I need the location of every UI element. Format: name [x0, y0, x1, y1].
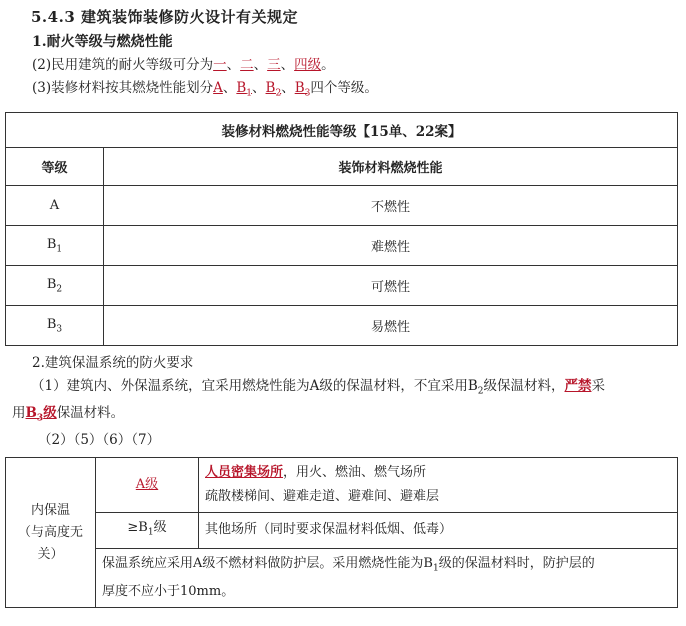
- level-2: 二: [240, 57, 254, 73]
- grade-b1-cell: $\ge B_1$级: [96, 513, 199, 549]
- insulation-paragraph: （1）建筑内、外保温系统，宜采用燃烧性能为A级的保温材料，不宜采用$B_2$级保温材料，严禁采 用$B_3$级保温材料。: [12, 378, 605, 424]
- header-grade: 等级: [6, 148, 104, 186]
- paragraph-material-grades: (3)装修材料按其燃烧性能划分A、$B_1$、$B_2$、$B_3$四个等级。: [32, 80, 378, 99]
- grade-b2: $B_2$: [265, 80, 282, 99]
- p1-prefix: (2)民用建筑的耐火等级可分为: [32, 57, 214, 73]
- performance-cell: 难燃性: [104, 226, 678, 266]
- grade-cell: $B_3$: [6, 306, 104, 346]
- insulation-title: 2.建筑保温系统的防火要求: [32, 355, 194, 371]
- grade-cell: $B_2$: [6, 266, 104, 306]
- performance-cell: 可燃性: [104, 266, 678, 306]
- grade-a-places: 人员密集场所，用火、燃油、燃气场所 疏散楼梯间、避难走道、避难间、避难层: [199, 458, 678, 513]
- level-1: 一: [213, 57, 227, 73]
- section-heading: 5.4.3 建筑装饰装修防火设计有关规定: [31, 8, 298, 26]
- p2-suffix: 四个等级。: [310, 80, 378, 96]
- p2-prefix: (3)装修材料按其燃烧性能划分: [32, 80, 214, 96]
- protective-layer-note: 保温系统应采用A级不燃材料做防护层。采用燃烧性能为$B_1$级的保温材料时，防护层的 厚度不应小于10mm。: [96, 548, 678, 608]
- internal-insulation-label: 内保温 （与高度无 关）: [6, 458, 96, 608]
- grade-cell: A: [6, 186, 104, 226]
- grade-b1: $B_1$: [236, 80, 253, 99]
- table-row: [6, 226, 678, 266]
- p1-suffix: 。: [321, 57, 335, 73]
- performance-cell: 不燃性: [104, 186, 678, 226]
- grade-b3: $B_3$: [294, 80, 311, 99]
- material-grade-table: [5, 112, 678, 346]
- table-row: [6, 266, 678, 306]
- level-4: 四级: [294, 57, 322, 73]
- table-caption: 装修材料燃烧性能等级【15单、22案】: [6, 113, 678, 148]
- grade-cell: $B_1$: [6, 226, 104, 266]
- level-3: 三: [267, 57, 281, 73]
- grade-b3-prohibited: $B_3$级: [25, 404, 57, 424]
- table-row: [6, 306, 678, 346]
- reference-list: （2）（5）（6）（7）: [38, 432, 161, 448]
- grade-a: A: [213, 80, 223, 96]
- other-places: 其他场所（同时要求保温材料低烟、低毒）: [199, 513, 678, 549]
- table-row: [6, 186, 678, 226]
- subheading-fire-rating: 1.耐火等级与燃烧性能: [32, 34, 173, 50]
- performance-cell: 易燃性: [104, 306, 678, 346]
- strict-prohibit: 严禁: [564, 378, 592, 394]
- paragraph-fire-levels: (2)民用建筑的耐火等级可分为一、二、三、四级。: [32, 57, 335, 73]
- header-performance: 装饰材料燃烧性能: [104, 148, 678, 186]
- internal-insulation-table: [5, 457, 678, 608]
- grade-a-cell: A级: [96, 458, 199, 513]
